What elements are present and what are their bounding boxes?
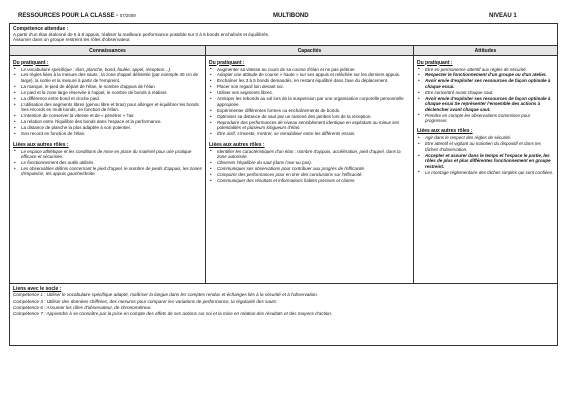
list-item: • Communiquer ses observations pour contribuer aux progrès de l'efficacité. — [209, 166, 410, 171]
list-item: • Reproduire des performances de niveau sensiblement identique en exploitant au mieux ses potentialités et plusieurs longueurs d'élan. — [209, 120, 410, 131]
competence-row — [10, 24, 558, 46]
liens-cell — [10, 284, 558, 346]
list-item: • Comparer des performances pour en tirer des conclusions sur l'efficacité. — [209, 172, 410, 177]
competence-line: A partir d'un élan étalonné de 6 à 8 appuis, réaliser la meilleure performance possible sur 3 à 5 bonds enchaînés et équilibrés. — [13, 31, 270, 37]
liens-title: Liens avec le socle : — [13, 285, 62, 292]
list-item: • Accepter et assurer dans le temps et l'espace le partie, les rôles de plus et plus différentes fonctionnement en groupe restreint. — [417, 153, 554, 169]
attitudes-roles-list — [417, 135, 554, 175]
list-item: • Son record en fonction de l'élan. — [13, 131, 202, 136]
header-left-text: RESSOURCES POUR LA CLASSE - — [18, 13, 119, 19]
header-date: 07/2009 — [119, 13, 136, 18]
list-item: • Optimiser sa distance de saut par un ramené des jambes lors de la réception. — [209, 114, 410, 119]
section-title: Liées aux autres rôles : — [209, 141, 265, 148]
header-level: NIVEAU 1 — [489, 13, 517, 19]
list-item: • Utiliser ses segments libres. — [209, 90, 410, 95]
document-page — [9, 9, 557, 346]
connaissances-roles-list — [13, 149, 202, 177]
header-title: MULTIBOND — [273, 13, 309, 19]
list-item: • Etre concentré avant chaque saut. — [417, 90, 554, 95]
competence-cell — [10, 24, 558, 46]
list-item: • Expérimenter différentes formes ou enchaînements de bonds. — [209, 108, 410, 113]
list-item: • Augmenter sa vitesse au cours de sa course d'élan et ne pas piétiner. — [209, 67, 410, 72]
list-item: • L'intention de conserver la vitesse et de « pénétrer » l'air. — [13, 113, 202, 118]
section-title: Liées aux autres rôles : — [417, 128, 473, 135]
section-title: Liées aux autres rôles : — [13, 141, 69, 148]
document-header — [9, 9, 557, 23]
liens-line: Compétence 7 : Apprendre à se connaître par la prise en compte des effets de ses actions sur soi et la mise en relation des résultats et des moyens d'action. — [13, 311, 333, 317]
content-row — [10, 56, 558, 284]
list-item: • Respecter le fonctionnement d'un groupe ou d'un atelier. — [417, 72, 554, 77]
connaissances-cell — [10, 56, 206, 284]
liens-line: Compétence 6 : Assumer les rôles d'observateur, de chronométreur. — [13, 304, 152, 310]
list-item: • La relation entre l'équilibre des bonds dans l'espace et la performance. — [13, 119, 202, 124]
competence-line: Assumer dans un groupe restreint les rôles d'observateur. — [13, 37, 131, 42]
list-item: • Le fonctionnement des outils utilisés. — [13, 160, 202, 165]
list-item: • Adopter une attitude de course « haute » sur ses appuis et relâchée sur les derniers appuis. — [209, 72, 410, 77]
list-item: • Le montage réglementaire des tâches simples qui sont confiées. — [417, 170, 554, 175]
competence-title: Compétence attendue : — [13, 25, 69, 32]
list-item: • Anticiper les rebonds au sol lors de la suspension par une organisation corporelle personnelle appropriée. — [209, 96, 410, 107]
list-item: • La différence entre bond et cloche pied. — [13, 96, 202, 101]
list-item: • L'utilisation des segments libres (genou libre et bras) pour allonger et équilibrer les bonds Ses records en multi bonds, en fonction de l'élan. — [13, 102, 202, 113]
capacites-pratiquant-list — [209, 67, 410, 137]
column-header-capacites: Capacités — [206, 46, 414, 56]
list-item: • Le pied et la zone large réservée à l'appel, le nombre de bonds à réaliser. — [13, 90, 202, 95]
list-item: • Observer l'équilibre du saut (dans l'axe ou pas). — [209, 160, 410, 165]
list-item: • Les observables définis concernant le pied d'appel, le nombre de pieds d'appuis, les zones d'impulsion, les appuis gauche/droite. — [13, 166, 202, 177]
list-item: • Agir dans le respect des règles de sécurité. — [417, 135, 554, 140]
section-title: Du pratiquant : — [417, 59, 453, 66]
section-title: Du pratiquant : — [13, 59, 49, 66]
list-item: • Avoir envie d'exploiter ses ressources de façon optimale à chaque essai Se représenter l'ensemble des actions à déclencher avant chaque saut. — [417, 96, 554, 112]
connaissances-pratiquant-list — [13, 67, 202, 137]
list-item: • Etre attentif et vigilant au maintien du dispositif et dans les tâches d'observation. — [417, 141, 554, 152]
list-item: • Enchaîner les 3 à 5 bonds demandés, en restant équilibré dans l'axe du déplacement. — [209, 78, 410, 83]
list-item: • Etre en permanence attentif aux règles de sécurité. — [417, 67, 554, 72]
liens-line: Compétence 3 : Utiliser des données chiffrées, des mesures pour comparer les variations de performance, la régularité des sauts. — [13, 298, 278, 304]
column-header-row — [10, 46, 558, 56]
attitudes-pratiquant-list — [417, 67, 554, 124]
list-item: • Communiquer des résultats et informations fiables précises et claires. — [209, 178, 410, 183]
list-item: • Prendre en compte les observations transmises pour progresser. — [417, 113, 554, 124]
list-item: • Les règles liées à la mesure des sauts : la zone d'appel délimitée (par exemple 40 cm de large), la sortie et la mesure à partir de l'empreint. — [13, 72, 202, 83]
list-item: • Le vocabulaire spécifique : élan, planche, bond, foulée, appel, réception…). — [13, 67, 202, 72]
list-item: • La marque, le pied de départ de l'élan, le nombre d'appuis de l'élan — [13, 84, 202, 89]
list-item: • Avoir envie d'exploiter ses ressources de façon optimale à chaque essai. — [417, 78, 554, 89]
section-title: Du pratiquant : — [209, 59, 245, 66]
attitudes-cell — [414, 56, 558, 284]
list-item: • Être actif, s'investir, s'entrer, se remobiliser entre les différents essais. — [209, 131, 410, 136]
list-item: • La distance de planche la plus adaptée à son potentiel. — [13, 125, 202, 130]
list-item: • Identifier les caractéristiques d'un élan : nombre d'appuis, accélération, pied d'appel, dans la zone autorisée. — [209, 149, 410, 160]
liens-line: Compétence 1 : Utiliser le vocabulaire spécifique adapté, maîtriser la langue dans les comptes rendus et échanges liés à la sécurité et à l'observation. — [13, 292, 318, 298]
column-header-attitudes: Attitudes — [414, 46, 558, 56]
column-header-connaissances: Connaissances — [10, 46, 206, 56]
list-item: • Le espace athlétique et les conditions de mise en place du matériel pour une pratique efficace et sécurisée. — [13, 149, 202, 160]
header-left — [18, 13, 136, 20]
capacites-roles-list — [209, 149, 410, 184]
competence-table — [9, 23, 558, 346]
list-item: • Placer son regard loin devant soi. — [209, 84, 410, 89]
liens-row — [10, 284, 558, 346]
capacites-cell — [206, 56, 414, 284]
